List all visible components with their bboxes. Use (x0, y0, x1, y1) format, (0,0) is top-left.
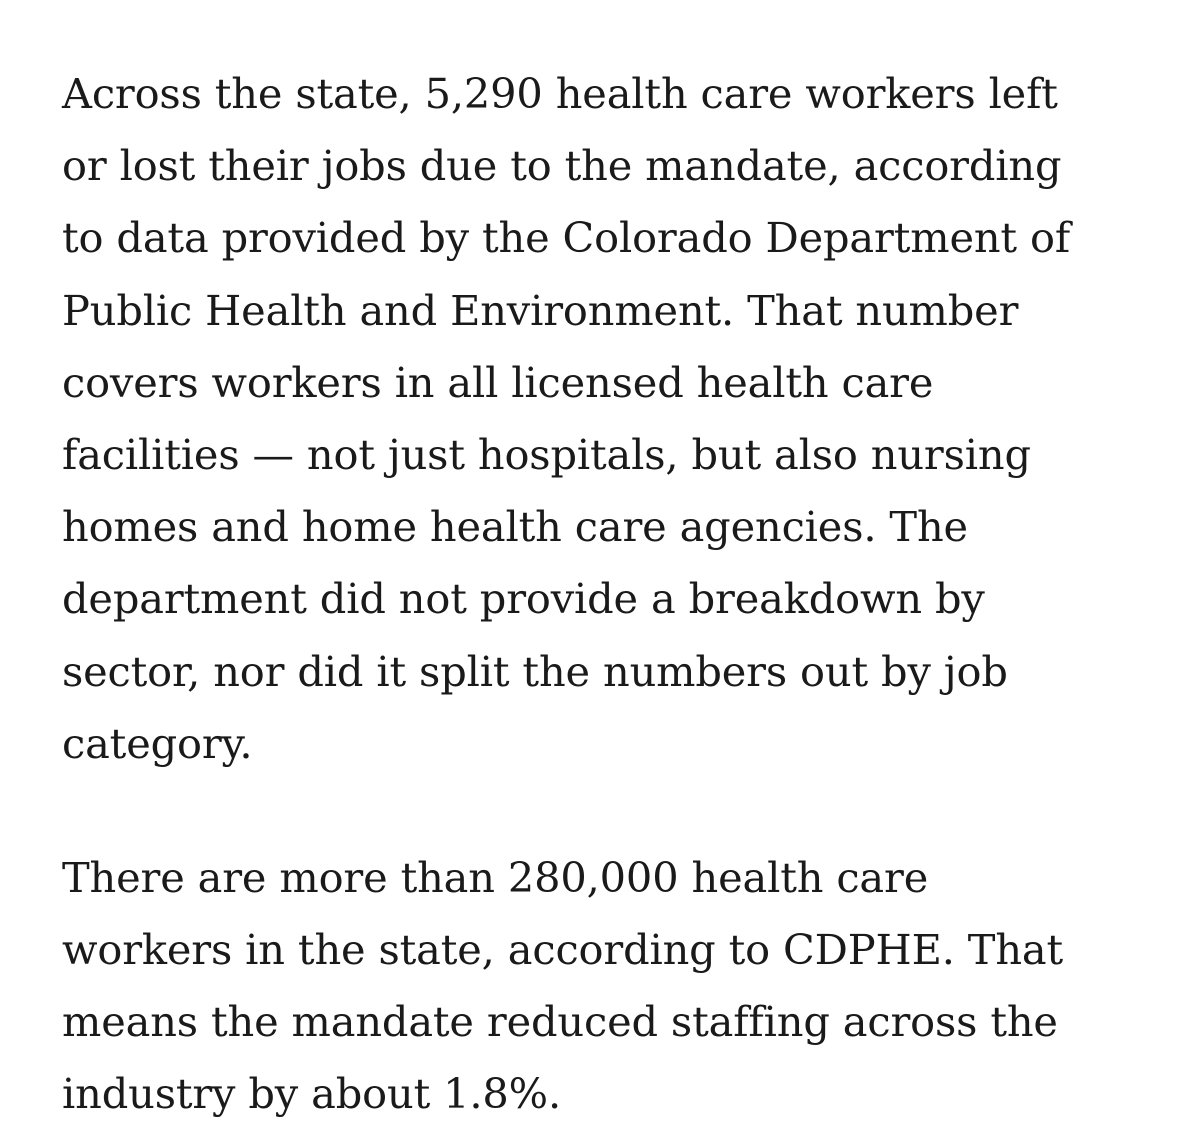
article-body (62, 58, 1122, 1131)
text-line: to data provided by the Colorado Department of (62, 213, 1071, 263)
text-line: means the mandate reduced staffing across the (62, 997, 1058, 1047)
text-line: homes and home health care agencies. The (62, 502, 968, 552)
paragraph-2 (62, 842, 1122, 1131)
text-line: Public Health and Environment. That number (62, 285, 1019, 335)
text-line: covers workers in all licensed health care (62, 357, 934, 407)
text-line: Across the state, 5,290 health care workers left (62, 69, 1058, 118)
text-line: industry by about 1.8%. (62, 1069, 562, 1119)
text-line: There are more than 280,000 health care (62, 852, 929, 902)
paragraph-1 (62, 58, 1122, 780)
text-line: sector, nor did it split the numbers out by job (62, 646, 1008, 696)
text-line: workers in the state, according to CDPHE. That (62, 925, 1064, 975)
text-line: or lost their jobs due to the mandate, according (62, 141, 1062, 191)
text-line: facilities — not just hospitals, but also nursing (62, 429, 1031, 479)
text-line: department did not provide a breakdown by (62, 574, 985, 624)
text-line: category. (62, 718, 253, 768)
